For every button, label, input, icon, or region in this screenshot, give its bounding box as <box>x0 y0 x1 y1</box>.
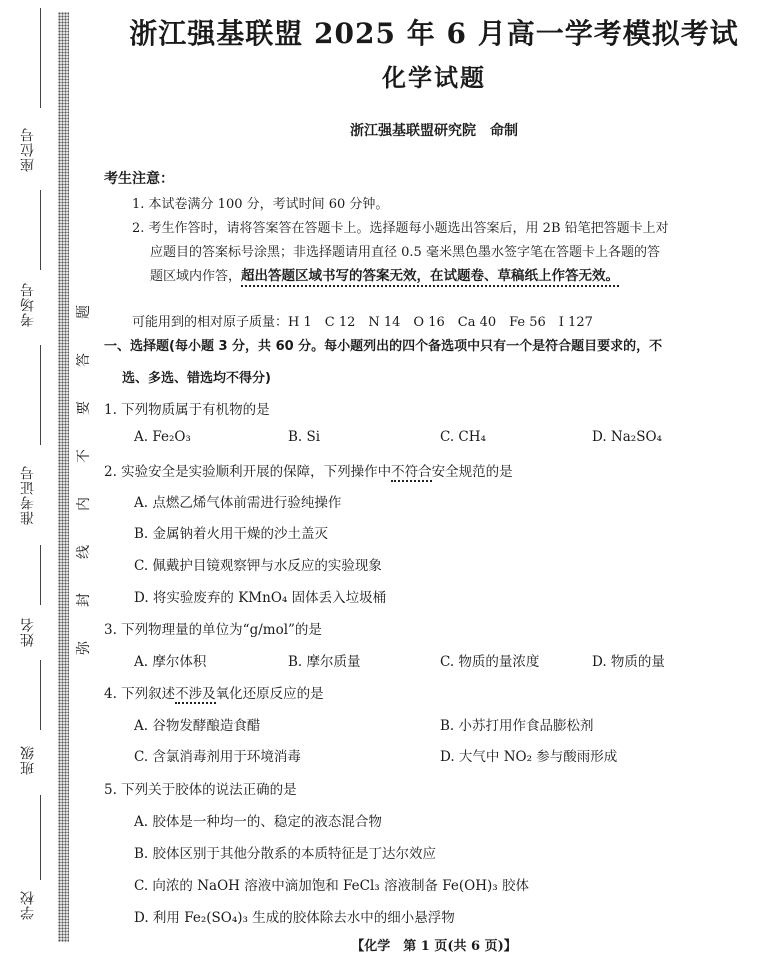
q2-stem-emphasis: 不符合 <box>391 464 432 480</box>
dotted-seal-bar <box>58 12 69 942</box>
seal-notice <box>71 305 97 655</box>
q3-option-d: D. 物质的量 <box>592 654 665 670</box>
question-1-stem: 1. 下列物质属于有机物的是 <box>104 402 270 418</box>
class-label: 班级 <box>20 745 36 775</box>
page-title: 浙江强基联盟 2025 年 6 月高一学考模拟考试 <box>129 17 739 50</box>
q5-option-a: A. 胶体是一种均一的、稳定的液态混合物 <box>134 814 382 830</box>
question-4-stem <box>104 682 324 702</box>
seal-char: 线 <box>76 545 92 559</box>
binding-margin <box>0 0 56 962</box>
page-footer: 【化学 第 1 页(共 6 页)】 <box>351 939 517 954</box>
seal-char: 答 <box>76 353 92 367</box>
seat-number-line <box>40 8 41 108</box>
q5-option-c: C. 向浓的 NaOH 溶液中滴加饱和 FeCl₃ 溶液制备 Fe(OH)₃ 胶体 <box>134 878 529 894</box>
admission-number-label: 准考证号 <box>20 465 36 525</box>
page-subtitle: 化学试题 <box>382 63 486 92</box>
q4-stem-part-b: 氧化还原反应的是 <box>215 686 324 702</box>
seal-char: 题 <box>76 305 92 319</box>
q5-option-b: B. 胶体区别于其他分散系的本质特征是丁达尔效应 <box>134 846 437 862</box>
q4-option-b: B. 小苏打用作食品膨松剂 <box>440 718 594 734</box>
section-heading-line-1: 一、选择题(每小题 3 分，共 60 分。每小题列出的四个备选项中只有一个是符合题目要求的，不 <box>104 339 663 354</box>
exam-room-line <box>40 190 41 270</box>
q2-stem-part-a: 2. 实验安全是实验顺利开展的保障，下列操作中 <box>104 464 392 480</box>
q5-option-d: D. 利用 Fe₂(SO₄)₃ 生成的胶体除去水中的细小悬浮物 <box>134 910 455 926</box>
school-label: 学校 <box>20 890 36 920</box>
question-2-stem <box>104 460 513 480</box>
notice-heading: 考生注意： <box>104 171 174 187</box>
q2-option-c: C. 佩戴护目镜观察钾与水反应的实验现象 <box>134 558 382 574</box>
notice-item-2-line-2: 应题目的答案标号涂黑；非选择题请用直径 0.5 毫米黑色墨水签字笔在答题卡上各题的答 <box>150 245 660 260</box>
section-heading-line-2: 选、多选、错选均不得分) <box>122 371 271 386</box>
q4-option-a: A. 谷物发酵酿造食醋 <box>134 718 261 734</box>
q3-option-a: A. 摩尔体积 <box>134 654 207 670</box>
atomic-masses: 可能用到的相对原子质量：H 1 C 12 N 14 O 16 Ca 40 Fe 56 I 127 <box>132 315 593 330</box>
name-line <box>40 545 41 605</box>
class-line <box>40 660 41 730</box>
q2-option-d: D. 将实验废弃的 KMnO₄ 固体丢入垃圾桶 <box>134 590 387 606</box>
seal-char: 内 <box>76 497 92 511</box>
question-5-stem: 5. 下列关于胶体的说法正确的是 <box>104 782 297 798</box>
q4-stem-emphasis: 不涉及 <box>175 686 216 702</box>
notice-plain-text: 题区域内作答， <box>150 269 242 284</box>
q1-option-b: B. Si <box>288 429 321 445</box>
seat-number-label: 座位号 <box>20 127 36 173</box>
q1-option-d: D. Na₂SO₄ <box>592 429 662 445</box>
seal-char: 要 <box>76 401 92 415</box>
notice-item-2-line-3 <box>150 264 619 284</box>
q2-option-b: B. 金属钠着火用干燥的沙土盖灭 <box>134 526 329 542</box>
q3-option-b: B. 摩尔质量 <box>288 654 361 670</box>
q2-stem-part-b: 安全规范的是 <box>431 464 513 480</box>
q3-option-c: C. 物质的量浓度 <box>440 654 540 670</box>
q1-option-c: C. CH₄ <box>440 429 486 445</box>
q2-option-a: A. 点燃乙烯气体前需进行验纯操作 <box>134 495 342 511</box>
seal-char: 封 <box>76 593 92 607</box>
notice-emphasis-text: 超出答题区域书写的答案无效，在试题卷、草稿纸上作答无效。 <box>241 268 619 287</box>
q4-option-c: C. 含氯消毒剂用于环境消毒 <box>134 749 301 765</box>
question-3-stem: 3. 下列物理量的单位为“g/mol”的是 <box>104 622 322 638</box>
seal-char: 弥 <box>76 641 92 655</box>
q4-option-d: D. 大气中 NO₂ 参与酸雨形成 <box>440 749 618 765</box>
admission-line <box>40 345 41 445</box>
q4-stem-part-a: 4. 下列叙述 <box>104 686 176 702</box>
name-label: 姓名 <box>20 617 36 647</box>
notice-item-1: 1. 本试卷满分 100 分，考试时间 60 分钟。 <box>132 197 389 212</box>
notice-item-2-line-1: 2. 考生作答时，请将答案答在答题卡上。选择题每小题选出答案后，用 2B 铅笔把答题卡上对 <box>132 221 669 236</box>
exam-room-label: 考场号 <box>20 282 36 328</box>
seal-char: 不 <box>76 449 92 463</box>
school-line <box>40 795 41 880</box>
author-line: 浙江强基联盟研究院 命制 <box>350 123 518 139</box>
q1-option-a: A. Fe₂O₃ <box>134 429 191 445</box>
